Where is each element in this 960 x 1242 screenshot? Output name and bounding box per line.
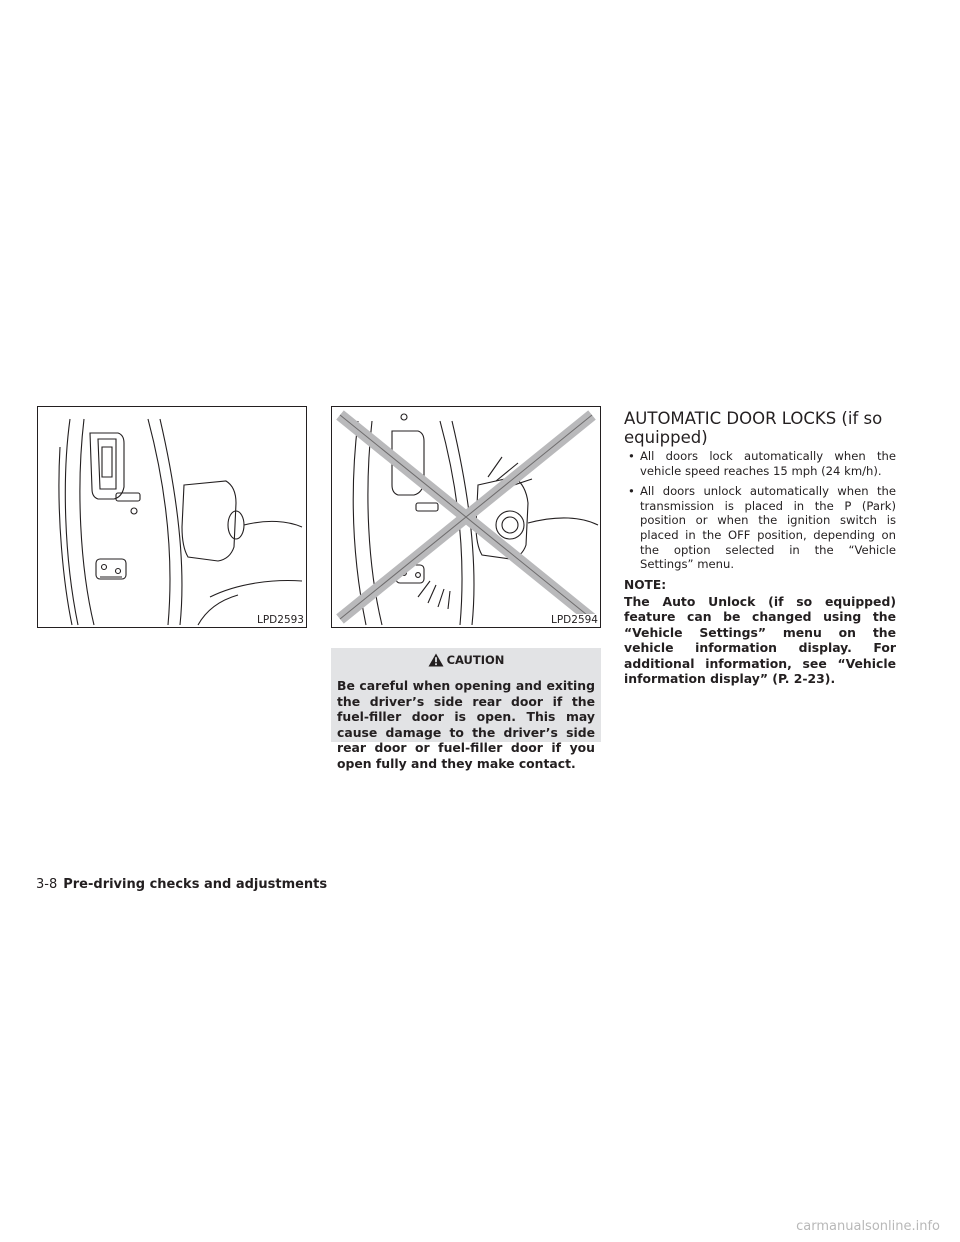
list-item: [624, 449, 896, 478]
bullet-list: [624, 449, 896, 578]
note-text: The Auto Unlock (if so equipped) feature can be changed using the “Vehicle Settings” menu on the vehicle information display. For additional information, see “Vehicle information display” (P. 2-23).: [624, 594, 896, 687]
crossed-out-door-contact-illustration: [332, 407, 600, 627]
rear-door-fuel-filler-illustration: [38, 407, 306, 627]
caution-box: [331, 648, 601, 771]
page-footer: [36, 877, 327, 892]
warning-triangle-icon: [428, 653, 444, 667]
chapter-title: Pre-driving checks and adjustments: [63, 877, 328, 892]
watermark: carmanualsonline.info: [796, 1219, 940, 1234]
figure-crossed-out-illustration: [331, 406, 601, 628]
caution-heading: CAUTION: [446, 653, 505, 667]
section-title: AUTOMATIC DOOR LOCKS (if so equipped): [624, 409, 883, 447]
list-item: [624, 484, 896, 572]
caution-heading-row: [331, 648, 601, 672]
bullet-text: All doors lock automatically when the vehicle speed reaches 15 mph (24 km/h).: [640, 449, 896, 478]
caution-body: Be careful when opening and exiting the driver’s side rear door if the fuel-filler door is open. This may cause damage to the driver’s side rear door or fuel-filler door if you open fully and they make contact.: [337, 678, 595, 771]
figure-code: LPD2594: [551, 614, 598, 626]
figure-rear-door-illustration: [37, 406, 307, 628]
page-number: 3-8: [36, 877, 58, 892]
bullet-text: All doors unlock automatically when the transmission is placed in the P (Park) position or when the ignition switch is placed in the OFF position, depending on the option selected in the “Vehicle Settings” menu.: [640, 484, 896, 572]
bullet-marker: •: [628, 484, 635, 499]
bullet-marker: •: [628, 449, 635, 463]
figure-code: LPD2593: [257, 614, 304, 626]
note-label: NOTE:: [624, 578, 667, 592]
